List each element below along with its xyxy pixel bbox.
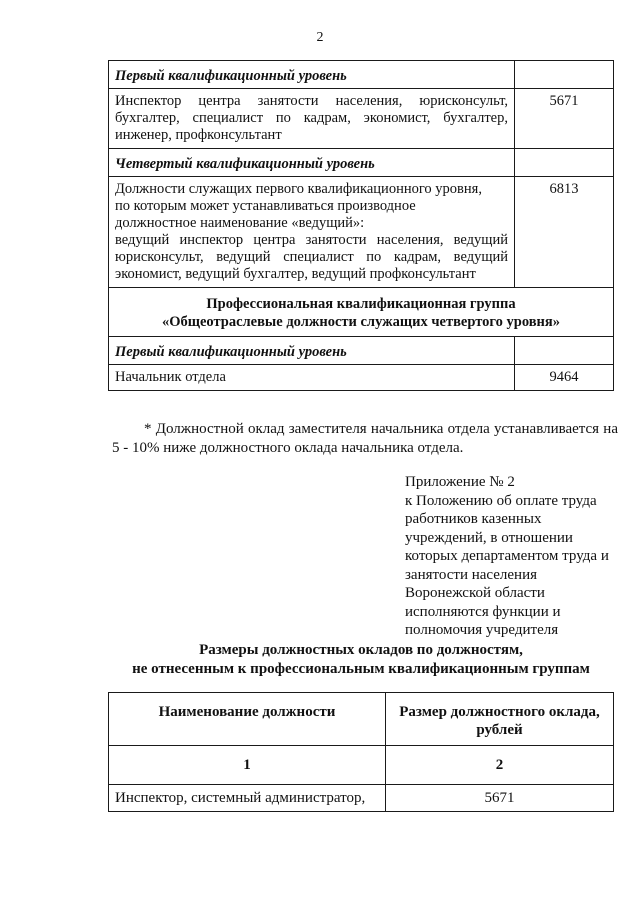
- table-row: [109, 785, 614, 812]
- position-line: должностное наименование «ведущий»:: [115, 215, 365, 231]
- appendix-line: Приложение № 2: [405, 474, 515, 490]
- column-header-salary: Размер должностного оклада, рублей: [386, 693, 614, 746]
- column-number: 1: [109, 746, 386, 785]
- salary-value: 5671: [386, 785, 614, 812]
- appendix-line: к Положению об оплате труда: [405, 492, 597, 509]
- table-row: [109, 149, 614, 177]
- footnote: * Должностной оклад заместителя начальника отдела устанавливается на 5 - 10% ниже должностного оклада начальника отдела.: [112, 421, 618, 456]
- qualification-group-title: [109, 288, 614, 337]
- page-number: 2: [316, 30, 324, 45]
- heading-line: Размеры должностных окладов по должностям,: [199, 642, 523, 658]
- column-number: 2: [386, 746, 614, 785]
- position-name: Инспектор, системный администратор,: [109, 785, 386, 812]
- position-line: по которым может устанавливаться производное: [115, 198, 416, 214]
- table-row: [109, 288, 614, 337]
- salary-table: [108, 60, 614, 391]
- table-row: [109, 61, 614, 89]
- appendix-line: исполняются функции и: [405, 603, 561, 620]
- table-row: [109, 177, 614, 288]
- group-title-line: «Общеотраслевые должности служащих четвертого уровня»: [161, 314, 561, 330]
- section-heading: [108, 641, 614, 679]
- appendix-line: которых департаментом труда и: [405, 548, 609, 564]
- appendix-line: занятости населения: [405, 566, 538, 583]
- position-name: Начальник отдела: [109, 365, 515, 391]
- table-header-row: [109, 693, 614, 746]
- salary-value: 5671: [515, 89, 614, 149]
- position-list: [109, 177, 515, 288]
- appendix-line: Воронежской области: [405, 585, 545, 601]
- empty-cell: [515, 61, 614, 89]
- table-row: [109, 337, 614, 365]
- table-row: [109, 365, 614, 391]
- position-text: ведущий инспектор центра занятости населения, ведущий юрисконсульт, ведущий специалист по кадрам, ведущий экономист, ведущий бухгалтер, ведущий профконсультант: [115, 232, 508, 282]
- appendix-note: [405, 473, 620, 640]
- position-line: Должности служащих первого квалификационного уровня,: [115, 181, 482, 197]
- positions-table: [108, 692, 614, 812]
- table-row: [109, 89, 614, 149]
- qualification-level-label: Четвертый квалификационный уровень: [109, 149, 515, 177]
- salary-value: 9464: [515, 365, 614, 391]
- position-list: Инспектор центра занятости населения, юрисконсульт, бухгалтер, специалист по кадрам, экономист, бухгалтер, инженер, профконсультант: [109, 89, 515, 149]
- column-number-row: [109, 746, 614, 785]
- group-title-line: Профессиональная квалификационная группа: [206, 296, 516, 312]
- qualification-level-label: Первый квалификационный уровень: [109, 61, 515, 89]
- appendix-line: работников казенных: [405, 511, 542, 527]
- appendix-line: полномочия учредителя: [405, 622, 559, 638]
- empty-cell: [515, 337, 614, 365]
- salary-value: 6813: [515, 177, 614, 288]
- column-header-position: Наименование должности: [109, 693, 386, 746]
- appendix-line: учреждений, в отношении: [405, 529, 573, 546]
- empty-cell: [515, 149, 614, 177]
- heading-line: не отнесенным к профессиональным квалификационным группам: [132, 661, 590, 677]
- qualification-level-label: Первый квалификационный уровень: [109, 337, 515, 365]
